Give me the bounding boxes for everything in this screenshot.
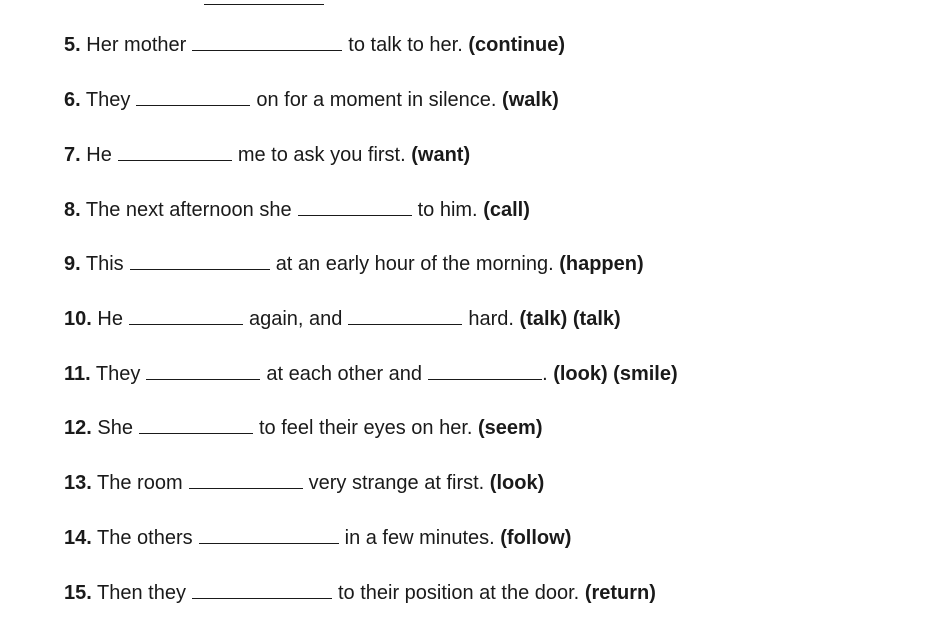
verb-hint: (follow)	[500, 527, 572, 549]
exercise-item-14	[64, 525, 571, 550]
verb-hint: (return)	[584, 582, 656, 604]
item-number: 7.	[64, 144, 81, 166]
verb-hint: (talk) (talk)	[519, 308, 621, 330]
answer-blank[interactable]	[130, 251, 270, 270]
answer-blank[interactable]	[348, 306, 462, 325]
exercise-item-8	[64, 197, 530, 222]
sentence-part: The room	[97, 472, 183, 494]
item-number: 14.	[64, 527, 92, 549]
answer-blank[interactable]	[189, 470, 303, 489]
answer-blank[interactable]	[199, 525, 339, 544]
sentence-part: Her mother	[86, 34, 187, 56]
sentence-part: He	[86, 144, 112, 166]
exercise-item-11	[64, 361, 678, 386]
sentence-part: They	[85, 89, 131, 111]
sentence-part: to feel their eyes on her.	[258, 417, 473, 439]
sentence-part: The next afternoon she	[85, 199, 292, 221]
exercise-item-5	[64, 32, 565, 57]
item-number: 8.	[64, 199, 81, 221]
answer-blank[interactable]	[192, 580, 332, 599]
verb-hint: (continue)	[468, 34, 566, 56]
answer-blank[interactable]	[204, 0, 324, 5]
answer-blank[interactable]	[192, 32, 342, 51]
exercise-item-15	[64, 580, 656, 605]
item-number: 9.	[64, 253, 81, 275]
sentence-part: Then they	[97, 582, 186, 604]
answer-blank[interactable]	[298, 197, 412, 216]
item-number: 12.	[64, 417, 92, 439]
verb-hint: (look) (smile)	[553, 363, 678, 385]
sentence-part: The others	[97, 527, 193, 549]
sentence-part: on for a moment in silence.	[256, 89, 497, 111]
answer-blank[interactable]	[129, 306, 243, 325]
sentence-part: very strange at first.	[308, 472, 485, 494]
sentence-part: She	[97, 417, 133, 439]
item-number: 5.	[64, 34, 81, 56]
answer-blank[interactable]	[118, 142, 232, 161]
exercise-item-9	[64, 251, 644, 276]
answer-blank[interactable]	[146, 361, 260, 380]
item-number: 13.	[64, 472, 92, 494]
cut-off-line	[64, 0, 330, 11]
answer-blank[interactable]	[428, 361, 542, 380]
item-number: 15.	[64, 582, 92, 604]
item-number: 6.	[64, 89, 81, 111]
sentence-part: in a few minutes.	[344, 527, 495, 549]
sentence-part: to their position at the door.	[337, 582, 580, 604]
exercise-item-6	[64, 87, 559, 112]
verb-hint: (walk)	[502, 89, 559, 111]
item-number: 11.	[64, 363, 91, 385]
answer-blank[interactable]	[136, 87, 250, 106]
verb-hint: (want)	[411, 144, 471, 166]
sentence-part: at each other and	[266, 363, 423, 385]
sentence-part: hard.	[468, 308, 514, 330]
sentence-part: me to ask you first.	[237, 144, 406, 166]
exercise-item-10	[64, 306, 621, 331]
sentence-part: .	[542, 363, 548, 385]
answer-blank[interactable]	[139, 415, 253, 434]
exercise-item-7	[64, 142, 470, 167]
verb-hint: (seem)	[478, 417, 543, 439]
sentence-part: to him.	[417, 199, 478, 221]
sentence-part: to talk to her.	[348, 34, 463, 56]
sentence-part: They	[95, 363, 141, 385]
verb-hint: (happen)	[559, 253, 644, 275]
sentence-part: This	[85, 253, 124, 275]
verb-hint: (call)	[483, 199, 530, 221]
exercise-item-13	[64, 470, 544, 495]
exercise-item-12	[64, 415, 542, 440]
sentence-part: at an early hour of the morning.	[275, 253, 554, 275]
sentence-part: again, and	[248, 308, 343, 330]
item-number: 10.	[64, 308, 92, 330]
verb-hint: (look)	[489, 472, 545, 494]
sentence-part: He	[97, 308, 123, 330]
